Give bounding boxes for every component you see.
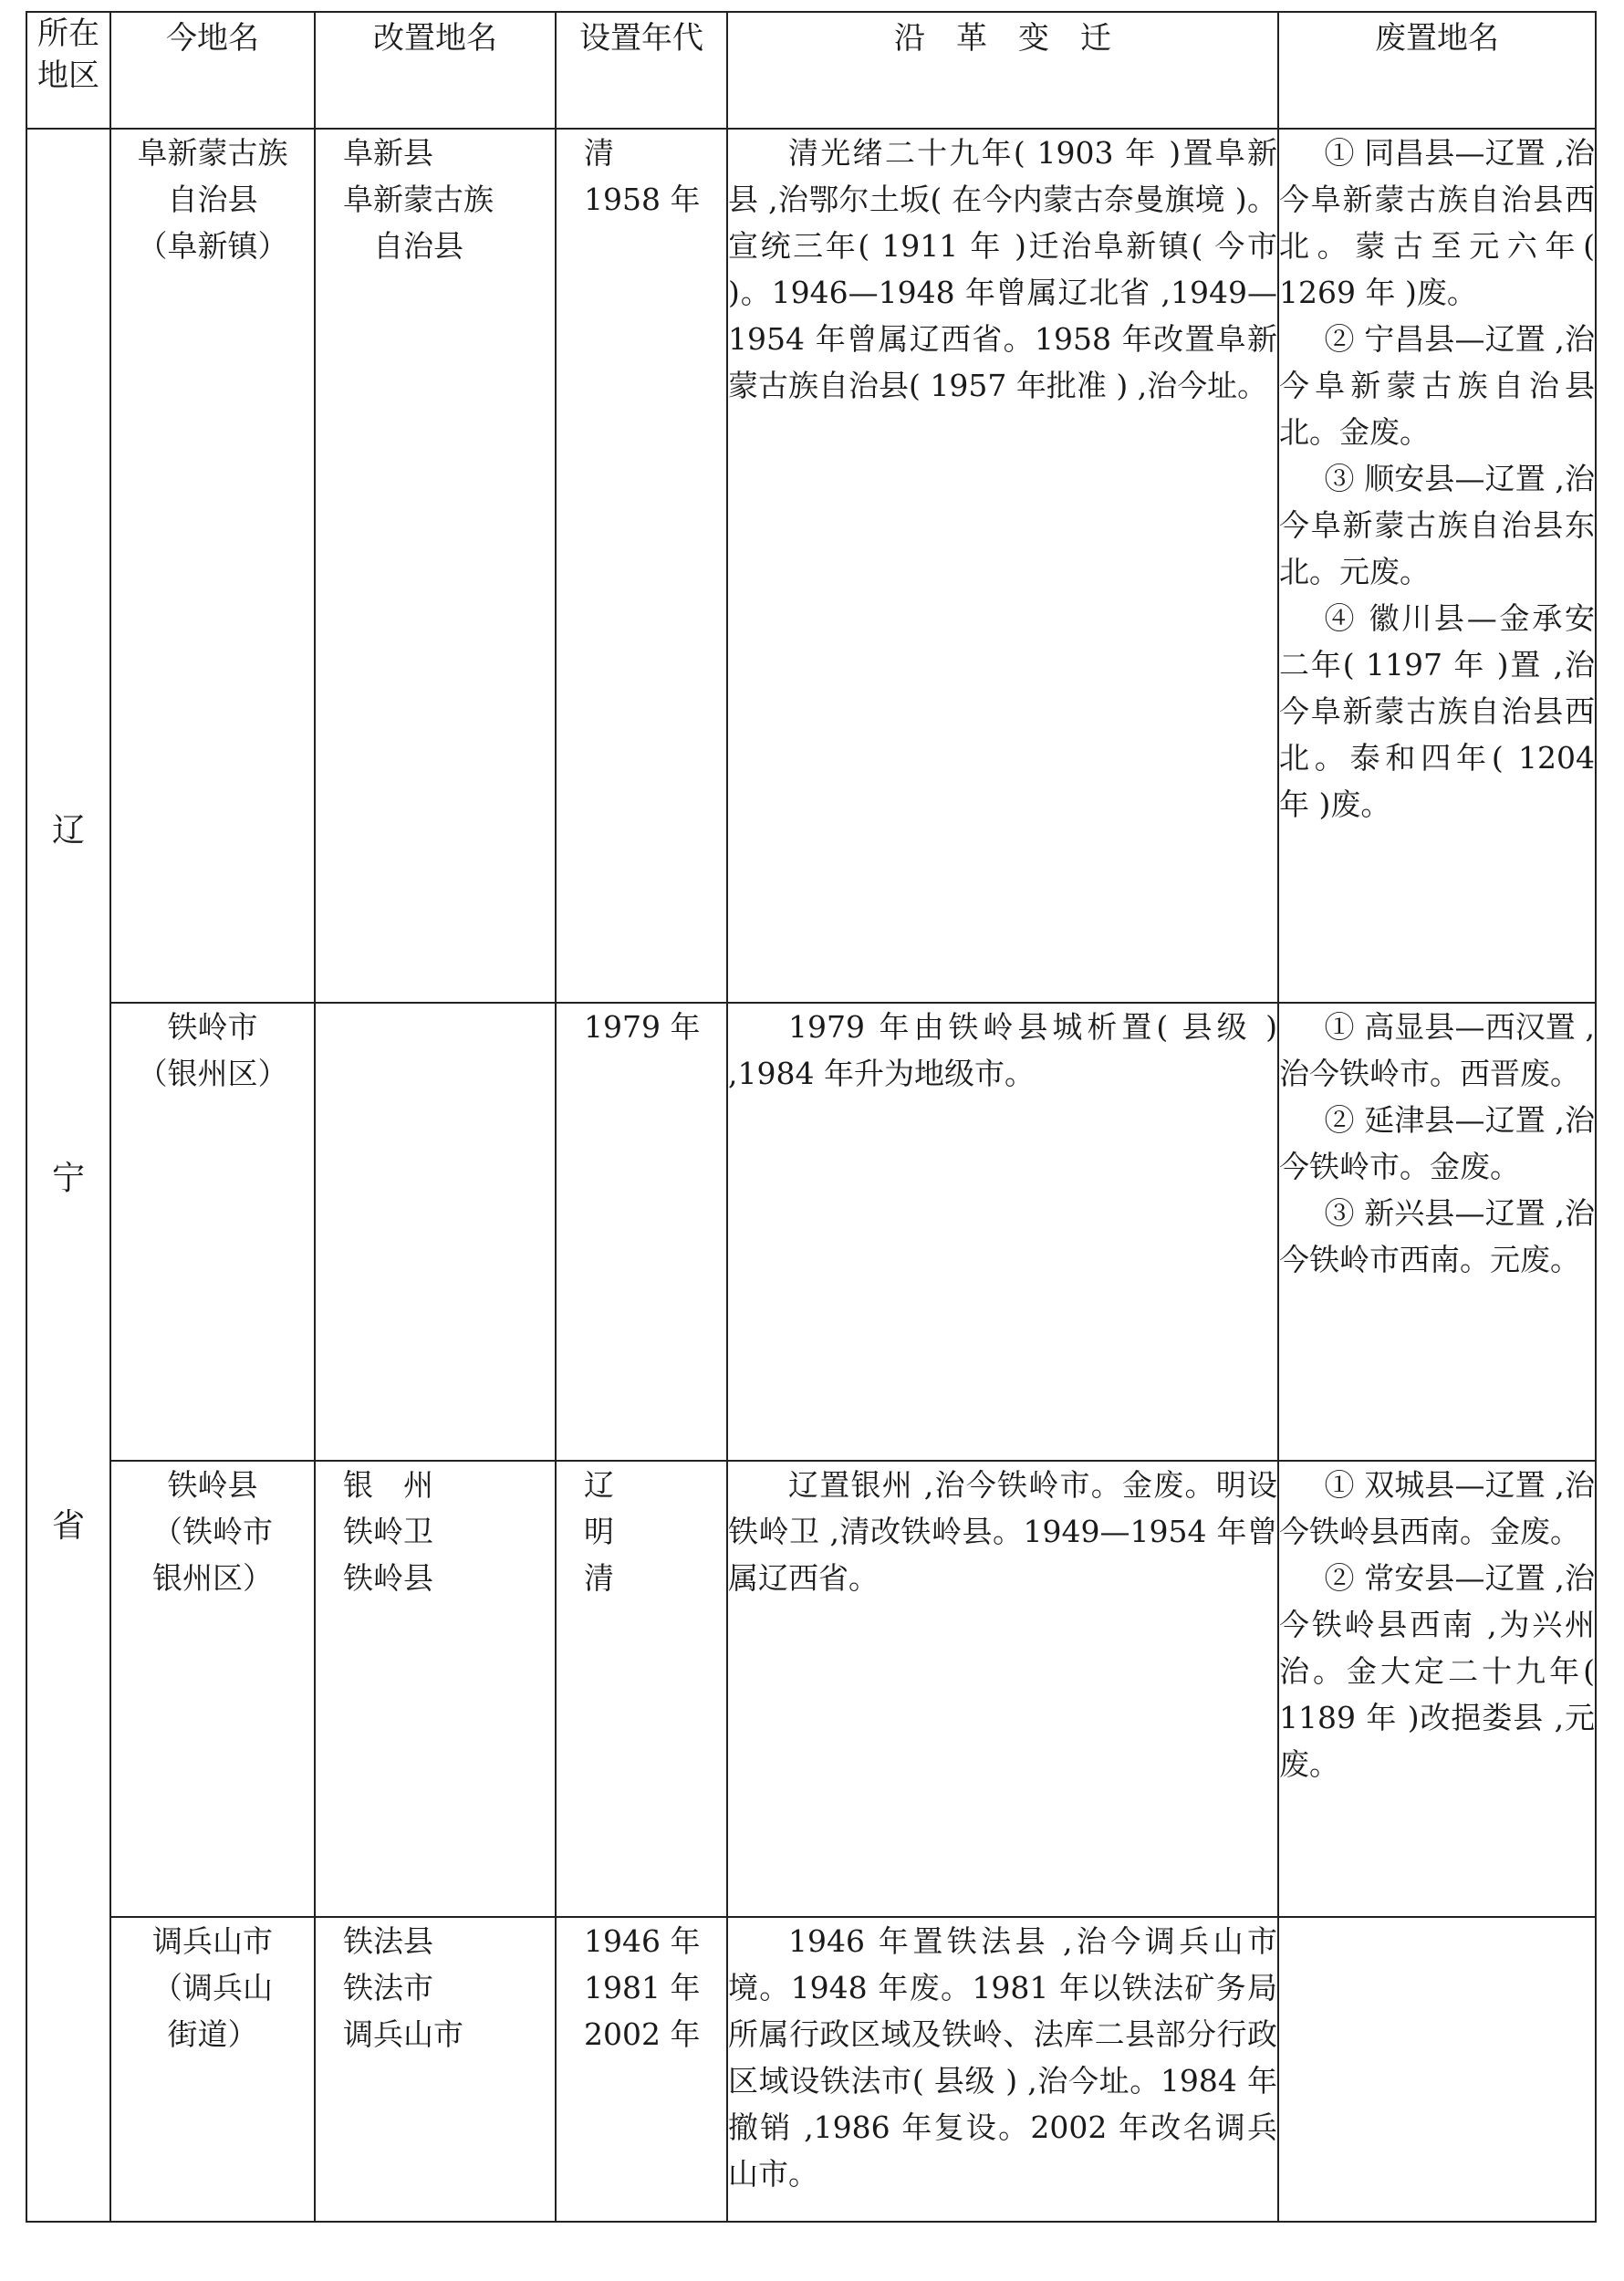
abolished-item: ① 高显县—西汉置 ,治今铁岭市。西晋废。 [1279, 1009, 1595, 1091]
region-char-1: 辽 [51, 811, 85, 849]
reform-name-line: 铁法县 [343, 1923, 433, 1959]
set-era-line: 辽 [584, 1467, 614, 1503]
set-era-line: 2002 年 [584, 2016, 701, 2052]
today-name-line: 调兵山市 [152, 1923, 273, 1959]
today-name-cell [110, 1917, 315, 2222]
history-text: 1979 年由铁岭县城析置( 县级 ) ,1984 年升为地级市。 [728, 1009, 1277, 1091]
reform-name-line: 自治县 [343, 228, 463, 264]
set-era-line: 清 [584, 135, 614, 171]
header-region-line-2: 地区 [37, 57, 99, 94]
set-era-cell [556, 1917, 727, 2222]
history-text: 清光绪二十九年( 1903 年 )置阜新县 ,治鄂尔土坂( 在今内蒙古奈曼旗境 )。宣统三年( 1911 年 )迁治阜新镇( 今市 )。1946—1948 年曾属辽北省 ,1949—1954 年曾属辽西省。1958 年改置阜新蒙古族自治县( 1957 年批准 ) ,治今址。 [728, 135, 1277, 403]
header-region-line-1: 所在 [37, 16, 99, 52]
reform-name-line: 阜新蒙古族 [343, 182, 494, 217]
table-row [26, 1461, 1596, 1917]
reform-name-cell [315, 129, 556, 1003]
reform-name-line: 铁法市 [343, 1970, 433, 2005]
set-era-line: 1946 年 [584, 1923, 701, 1959]
reform-name-cell [315, 1461, 556, 1917]
header-row [26, 12, 1596, 129]
abolished-item: ④ 徽川县—金承安二年( 1197 年 )置 ,治今阜新蒙古族自治县西北。泰和四年( 1204 年 )废。 [1279, 600, 1595, 822]
header-region [26, 12, 110, 129]
abolished-item: ② 延津县—辽置 ,治今铁岭市。金废。 [1279, 1102, 1595, 1184]
set-era-cell [556, 129, 727, 1003]
history-cell [727, 1917, 1278, 2222]
header-reform-name: 改置地名 [315, 12, 556, 129]
today-name-cell [110, 1003, 315, 1461]
set-era-line: 清 [584, 1560, 614, 1596]
today-name-line: 铁岭县 [167, 1467, 258, 1503]
reform-name-line: 铁岭卫 [343, 1514, 433, 1549]
today-name-cell [110, 1461, 315, 1917]
abolished-cell [1278, 129, 1596, 1003]
reform-name-line: 铁岭县 [343, 1560, 433, 1596]
abolished-item: ② 宁昌县—辽置 ,治今阜新蒙古族自治县北。金废。 [1279, 321, 1595, 450]
today-name-line: （阜新镇） [137, 228, 288, 264]
history-cell [727, 129, 1278, 1003]
today-name-line: （铁岭市 [152, 1514, 273, 1549]
header-history: 沿 革 变 迁 [727, 12, 1278, 129]
abolished-cell [1278, 1003, 1596, 1461]
today-name-line: （调兵山 [152, 1970, 273, 2005]
reform-name-cell [315, 1917, 556, 2222]
region-cell [26, 129, 110, 2222]
abolished-item: ① 同昌县—辽置 ,治今阜新蒙古族自治县西北。蒙古至元六年( 1269 年 )废。 [1279, 135, 1595, 310]
place-name-table [26, 11, 1597, 2223]
abolished-cell [1278, 1461, 1596, 1917]
abolished-item: ② 常安县—辽置 ,治今铁岭县西南 ,为兴州治。金大定二十九年( 1189 年 )改挹娄县 ,元废。 [1279, 1560, 1595, 1782]
today-name-line: 自治县 [167, 182, 258, 217]
history-cell [727, 1003, 1278, 1461]
reform-name-line: 调兵山市 [343, 2016, 463, 2052]
today-name-line: 阜新蒙古族 [137, 135, 288, 171]
set-era-line: 明 [584, 1514, 614, 1549]
today-name-line: 铁岭市 [167, 1009, 258, 1045]
table-row [26, 1917, 1596, 2222]
reform-name-line: 银 州 [343, 1467, 433, 1503]
history-text: 辽置银州 ,治今铁岭市。金废。明设铁岭卫 ,清改铁岭县。1949—1954 年曾属辽西省。 [728, 1467, 1277, 1596]
region-char-2: 宁 [51, 1159, 85, 1197]
history-cell [727, 1461, 1278, 1917]
table-row [26, 129, 1596, 1003]
header-set-era: 设置年代 [556, 12, 727, 129]
header-abolished: 废置地名 [1278, 12, 1596, 129]
abolished-item: ③ 顺安县—辽置 ,治今阜新蒙古族自治县东北。元废。 [1279, 461, 1595, 589]
header-today-name: 今地名 [110, 12, 315, 129]
abolished-item: ① 双城县—辽置 ,治今铁岭县西南。金废。 [1279, 1467, 1595, 1549]
reform-name-cell [315, 1003, 556, 1461]
table-row [26, 1003, 1596, 1461]
abolished-item: ③ 新兴县—辽置 ,治今铁岭市西南。元废。 [1279, 1195, 1595, 1277]
region-char-3: 省 [51, 1506, 85, 1545]
today-name-line: 街道） [167, 2016, 258, 2052]
today-name-line: （银州区） [137, 1056, 288, 1091]
reform-name-line: 阜新县 [343, 135, 433, 171]
set-era-line: 1958 年 [584, 182, 701, 217]
set-era-line: 1981 年 [584, 1970, 701, 2005]
set-era-cell [556, 1003, 727, 1461]
abolished-cell [1278, 1917, 1596, 2222]
history-text: 1946 年置铁法县 ,治今调兵山市境。1948 年废。1981 年以铁法矿务局所属行政区域及铁岭、法库二县部分行政区域设铁法市( 县级 ) ,治今址。1984 年撤销 ,1986 年复设。2002 年改名调兵山市。 [728, 1923, 1277, 2192]
today-name-line: 银州区） [152, 1560, 273, 1596]
today-name-cell [110, 129, 315, 1003]
set-era-cell [556, 1461, 727, 1917]
set-era-line: 1979 年 [584, 1009, 701, 1045]
